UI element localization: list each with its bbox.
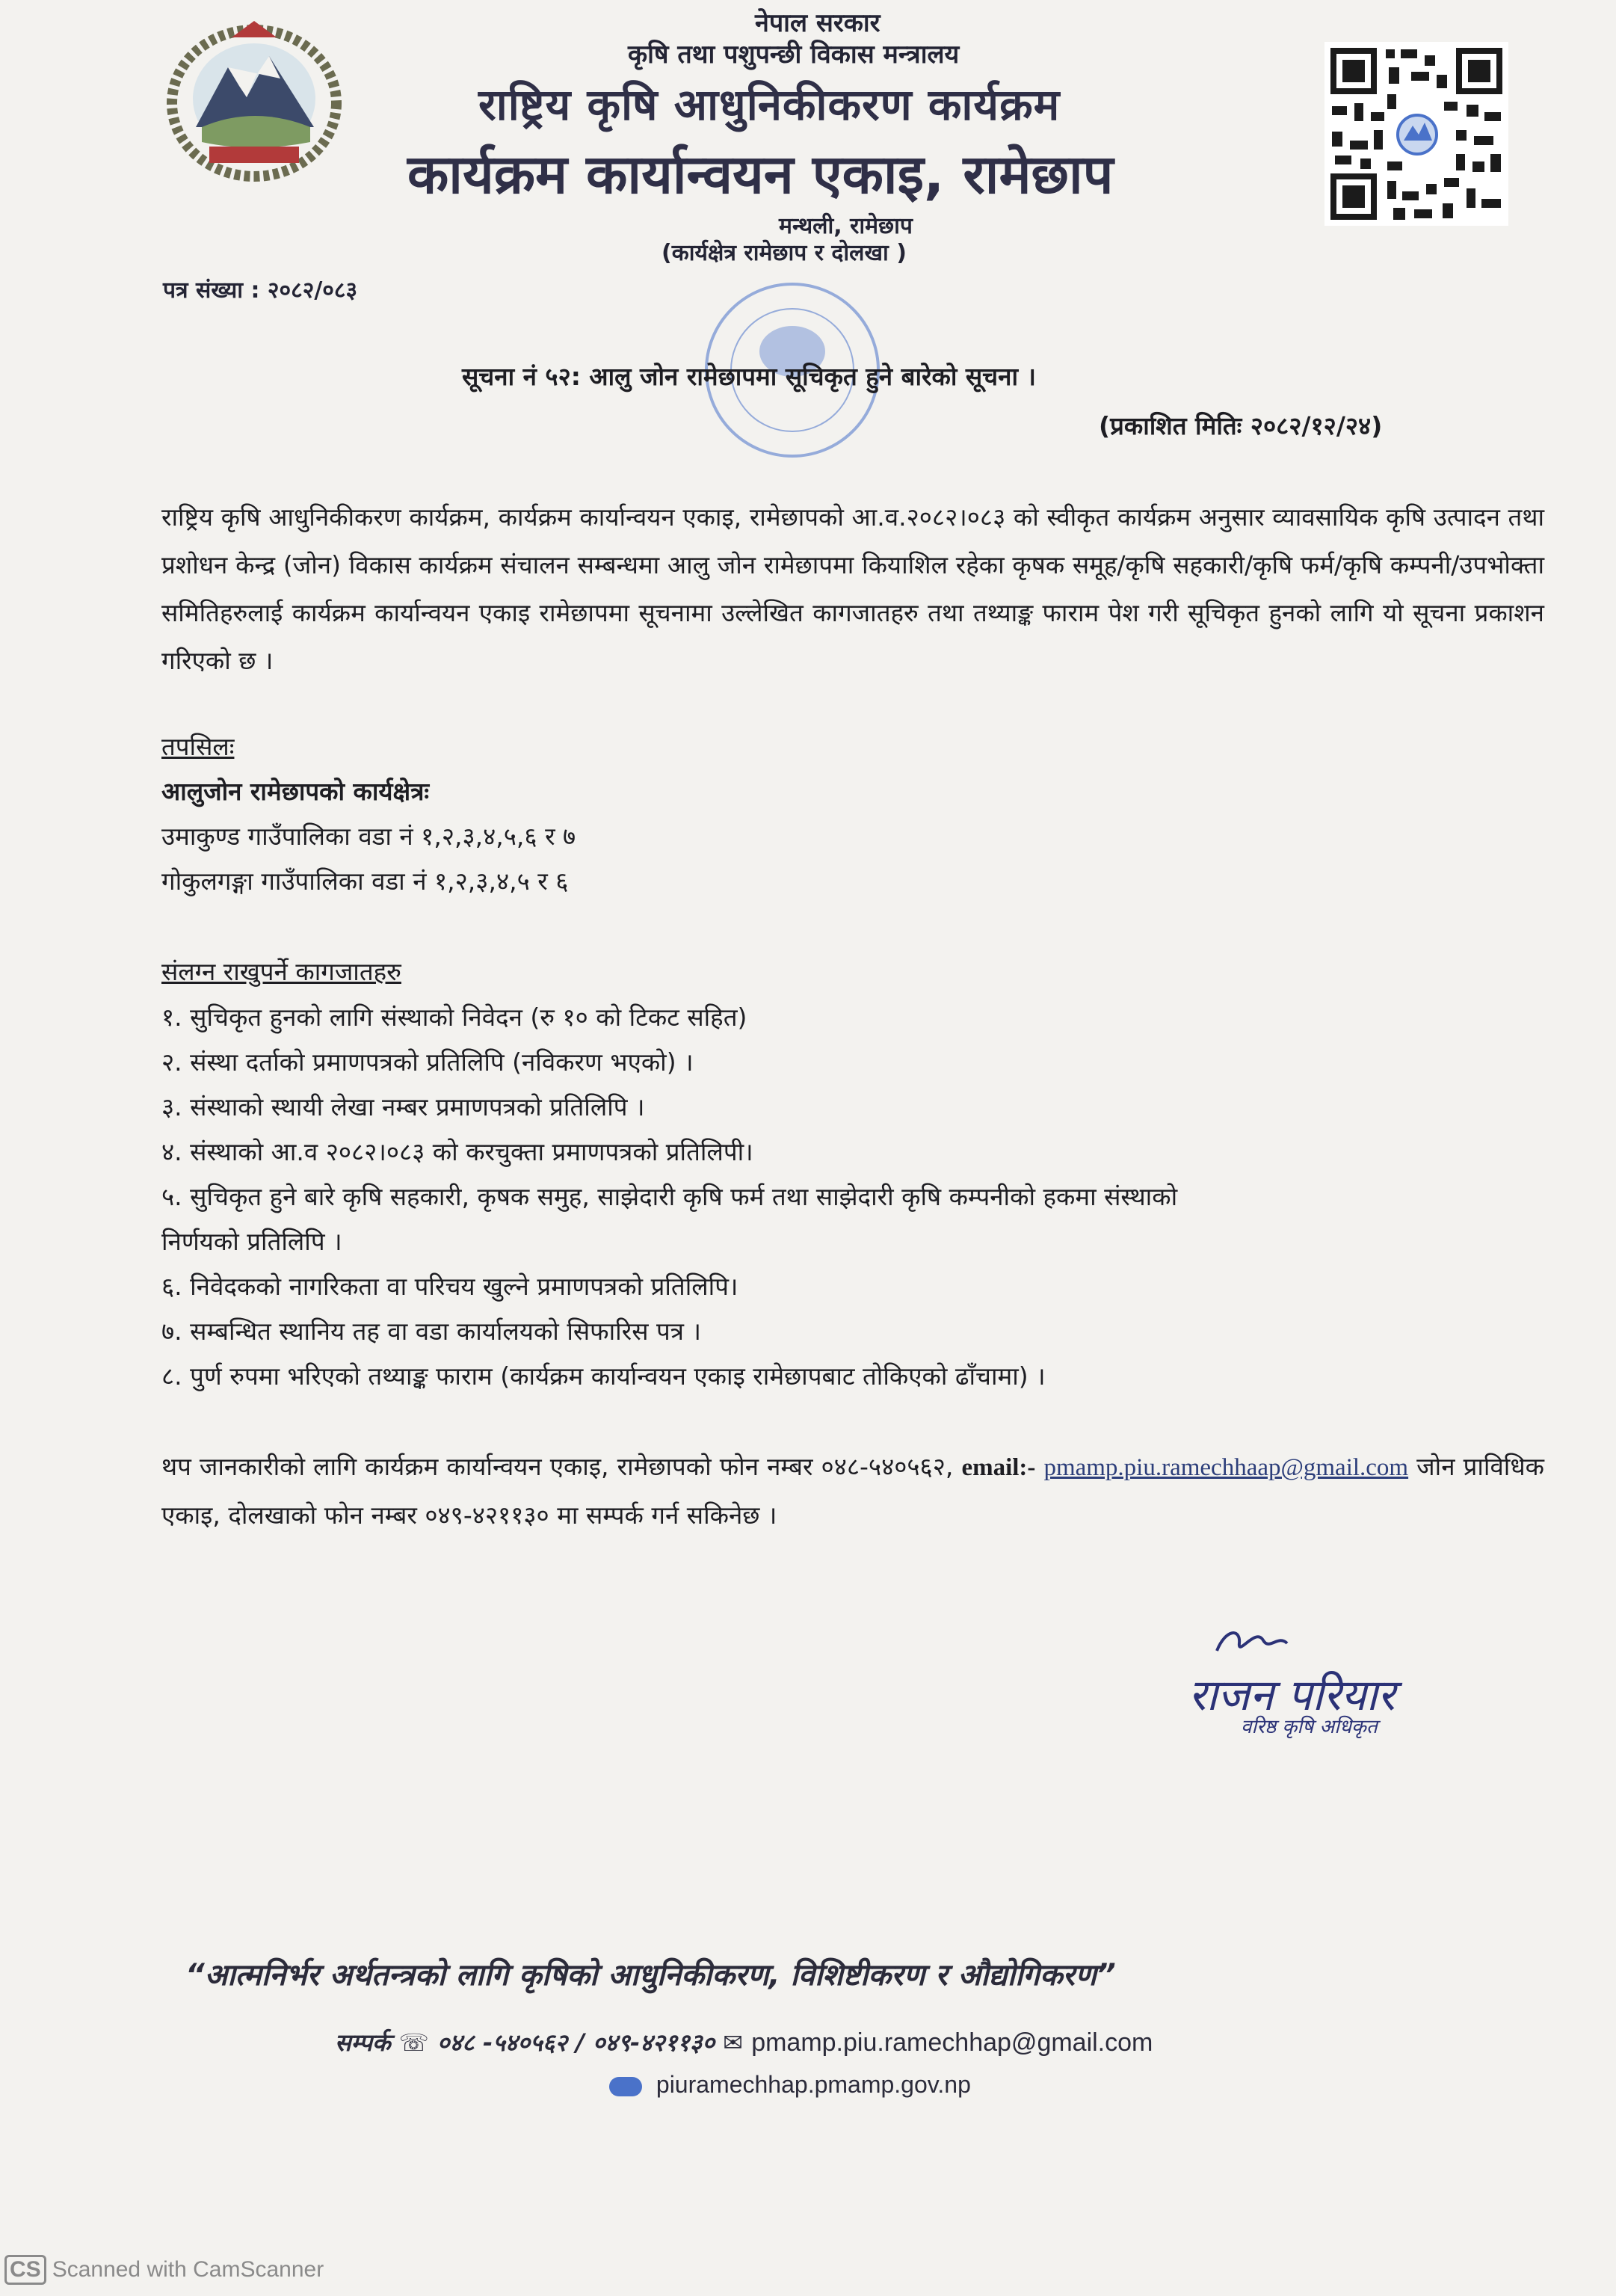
contact-text-1: थप जानकारीको लागि कार्यक्रम कार्यान्वयन एकाइ, रामेछापको फोन नम्बर ०४८-५४०५६२, — [161, 1452, 954, 1481]
office-location: मन्थली, रामेछाप — [779, 213, 913, 239]
footer-website — [609, 2071, 971, 2099]
work-area-item: गोकुलगङ्गा गाउँपालिका वडा नं १,२,३,४,५ र ६ — [161, 867, 569, 896]
nepal-emblem-icon — [157, 15, 351, 187]
footer-contact-label: सम्पर्क — [335, 2028, 391, 2057]
signatory-name: राजन परियार — [1188, 1669, 1396, 1720]
globe-icon — [609, 2077, 642, 2096]
programme-name: राष्ट्रिय कृषि आधुनिकीकरण कार्यक्रम — [478, 79, 1061, 130]
notice-title: सूचना नं ५२: आलु जोन रामेछापमा सूचिकृत हुने बारेको सूचना । — [462, 362, 1036, 391]
footer-slogan: “आत्मनिर्भर अर्थतन्त्रको लागि कृषिको आधुनिकीकरण, विशिष्टीकरण र औद्योगिकरण” — [185, 1958, 1116, 1992]
document-item: ८. पुर्ण रुपमा भरिएको तथ्याङ्क फाराम (कार्यक्रम कार्यान्वयन एकाइ रामेछापबाट तोकिएको ढाँचामा) । — [161, 1361, 1046, 1391]
unit-name: कार्यक्रम कार्यान्वयन एकाइ, रामेछाप — [407, 143, 1114, 206]
signatory-designation: वरिष्ठ कृषि अधिकृत — [1241, 1716, 1378, 1738]
mail-icon: ✉ — [723, 2028, 744, 2057]
document-item: ३. संस्थाको स्थायी लेखा नम्बर प्रमाणपत्रको प्रतिलिपि । — [161, 1092, 645, 1121]
phone-icon: ☏ — [398, 2028, 429, 2057]
signature-scribble-icon — [1211, 1621, 1293, 1666]
camscanner-text: Scanned with CamScanner — [52, 2257, 324, 2282]
website-link[interactable]: piuramechhap.pmamp.gov.np — [656, 2071, 971, 2098]
government-name: नेपाल सरकार — [755, 8, 881, 38]
document-item: २. संस्था दर्ताको प्रमाणपत्रको प्रतिलिपि (नविकरण भएको) । — [161, 1047, 694, 1077]
email-label: email:- — [961, 1454, 1036, 1481]
published-date: (प्रकाशित मितिः २०८२/१२/२४) — [1099, 411, 1383, 440]
contact-paragraph — [161, 1443, 1544, 1539]
document-item: निर्णयको प्रतिलिपि । — [161, 1227, 342, 1256]
document-item: ७. सम्बन्धित स्थानिय तह वा वडा कार्यालयको सिफारिस पत्र । — [161, 1317, 701, 1346]
document-item: १. सुचिकृत हुनको लागि संस्थाको निवेदन (रु १० को टिकट सहित) — [161, 1003, 747, 1032]
contact-email-link[interactable]: pmamp.piu.ramechhaap@gmail.com — [1043, 1454, 1409, 1481]
footer-phones: ०४८ -५४०५६२ / ०४९-४२११३० — [437, 2028, 715, 2057]
work-area-item: उमाकुण्ड गाउँपालिका वडा नं १,२,३,४,५,६ र ७ — [161, 822, 576, 851]
footer-email[interactable]: pmamp.piu.ramechhap@gmail.com — [751, 2028, 1153, 2057]
documents-heading: संलग्न राखुपर्ने कागजातहरु — [161, 957, 401, 986]
footer-contact — [335, 2026, 1153, 2058]
camscanner-badge: CS — [4, 2255, 46, 2285]
work-area: (कार्यक्षेत्र रामेछाप र दोलखा ) — [661, 240, 907, 266]
document-item: ४. संस्थाको आ.व २०८२।०८३ को करचुक्ता प्रमाणपत्रको प्रतिलिपी। — [161, 1137, 753, 1166]
camscanner-watermark — [4, 2255, 324, 2285]
contact-text-2: जोन प्राविधिक एकाइ, दोलखाको फोन नम्बर ०४९-४२११३० मा सम्पर्क गर्न सकिनेछ । — [161, 1452, 1544, 1530]
document-item: ६. निवेदकको नागरिकता वा परिचय खुल्ने प्रमाणपत्रको प्रतिलिपि। — [161, 1272, 738, 1301]
qr-code — [1324, 42, 1508, 226]
letter-number: पत्र संख्या : २०८२/०८३ — [163, 277, 358, 304]
work-area-heading: आलुजोन रामेछापको कार्यक्षेत्रः — [161, 777, 430, 806]
ministry-name: कृषि तथा पशुपन्छी विकास मन्त्रालय — [628, 40, 960, 70]
document-item: ५. सुचिकृत हुने बारे कृषि सहकारी, कृषक समुह, साझेदारी कृषि फर्म तथा साझेदारी कृषि कम्पनीको हकमा संस्थाको — [161, 1182, 1178, 1211]
details-heading: तपसिलः — [161, 732, 235, 761]
notice-body: राष्ट्रिय कृषि आधुनिकीकरण कार्यक्रम, कार्यक्रम कार्यान्वयन एकाइ, रामेछापको आ.व.२०८२।०८३ को स्वीकृत कार्यक्रम अनुसार व्यावसायिक कृषि उत्पादन तथा प्रशोधन केन्द्र (जोन) विकास कार्यक्रम संचालन सम्बन्धमा आलु जोन रामेछापमा कियाशिल रहेका कृषक समूह/कृषि सहकारी/कृषि फर्म/कृषि कम्पनी/उपभोक्ता समितिहरुलाई कार्यक्रम कार्यान्वयन एकाइ रामेछापमा सूचनामा उल्लेखित कागजातहरु तथा तथ्याङ्क फाराम पेश गरी सूचिकृत हुनको लागि यो सूचना प्रकाशन गरिएको छ । — [161, 502, 1544, 675]
